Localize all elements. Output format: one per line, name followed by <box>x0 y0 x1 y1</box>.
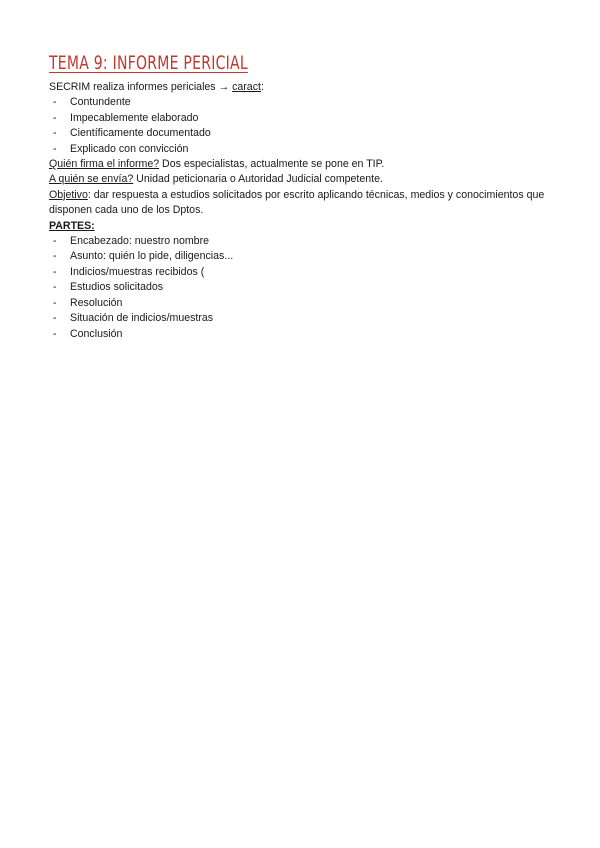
list-item-text: Conclusión <box>70 327 123 340</box>
dash-marker: - <box>53 250 57 263</box>
dash-marker: - <box>53 312 57 325</box>
intro-line <box>49 80 559 95</box>
list-item <box>49 142 559 157</box>
list-item-text: Contundente <box>70 96 131 109</box>
dash-marker: - <box>53 96 57 109</box>
list-item-text: Impecablemente elaborado <box>70 111 199 124</box>
list-item <box>49 296 559 311</box>
to-whom-line <box>49 172 559 187</box>
dash-marker: - <box>53 281 57 294</box>
list-item <box>49 234 559 249</box>
page-title: TEMA 9: INFORME PERICIAL <box>49 52 248 74</box>
who-signs-question: Quién firma el informe? <box>49 158 160 171</box>
list-item-text: Explicado con convicción <box>70 142 189 155</box>
list-item-text: Científicamente documentado <box>70 127 211 140</box>
list-item <box>49 95 559 110</box>
list-item-text: Situación de indicios/muestras <box>70 312 214 325</box>
list-item-text: Resolución <box>70 296 123 309</box>
to-whom-question: A quién se envía? <box>49 173 134 186</box>
list-item-text: Asunto: quién lo pide, diligencias... <box>70 250 234 263</box>
characteristics-list <box>49 95 559 157</box>
parts-heading: PARTES: <box>49 219 95 232</box>
list-item <box>49 126 559 141</box>
dash-marker: - <box>53 327 57 340</box>
objective-line <box>49 188 559 219</box>
to-whom-answer: Unidad peticionaria o Autoridad Judicial competente. <box>133 173 383 186</box>
dash-marker: - <box>53 127 57 140</box>
list-item-text: Indicios/muestras recibidos ( <box>70 265 205 278</box>
dash-marker: - <box>53 235 57 248</box>
parts-list <box>49 234 559 342</box>
dash-marker: - <box>53 296 57 309</box>
dash-marker: - <box>53 111 57 124</box>
intro-colon: : <box>260 81 264 93</box>
list-item-text: Estudios solicitados <box>70 281 164 294</box>
dash-marker: - <box>53 142 57 155</box>
who-signs-line <box>49 157 559 172</box>
list-item <box>49 265 559 280</box>
objective-text: : dar respuesta a estudios solicitados por escrito aplicando técnicas, medios y conocimientos que disponen cada uno de los Dptos. <box>49 188 545 217</box>
list-item <box>49 111 559 126</box>
list-item <box>49 280 559 295</box>
caract-link: caract <box>232 81 261 93</box>
list-item <box>49 249 559 264</box>
list-item <box>49 311 559 326</box>
document-page <box>49 50 559 342</box>
list-item <box>49 327 559 342</box>
dash-marker: - <box>53 265 57 278</box>
who-signs-answer: Dos especialistas, actualmente se pone en TIP. <box>159 158 385 171</box>
objective-label: Objetivo <box>49 188 88 201</box>
list-item-text: Encabezado: nuestro nombre <box>70 235 209 248</box>
intro-text: SECRIM realiza informes periciales → <box>49 81 233 93</box>
